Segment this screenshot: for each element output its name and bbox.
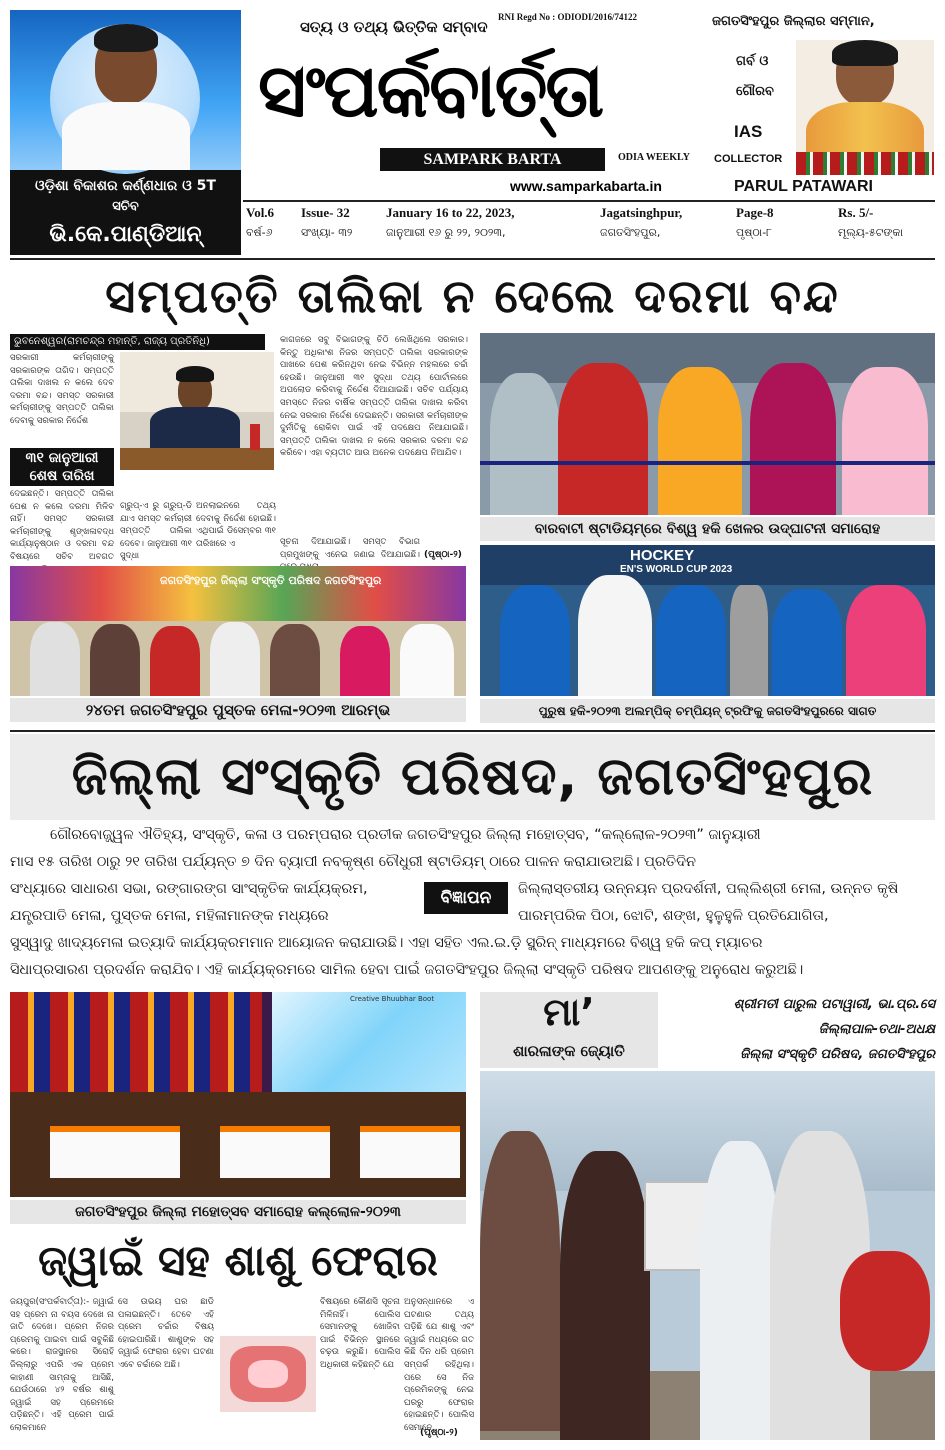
- advert-signature: [660, 992, 935, 1067]
- story3-continued: (ପୃଷ୍ଠା-୨): [420, 1428, 458, 1438]
- advert-line3a: ସଂଧ୍ୟାରେ ସାଧାରଣ ସଭା, ରଙ୍ଗାରଙ୍ଗ ସାଂସ୍କୃତିକ କାର୍ଯ୍ୟକ୍ରମ,: [10, 881, 368, 897]
- masthead-right-line1: ଜଗତସିଂହପୁର ଜିଲ୍ଲାର ସମ୍ମାନ,: [712, 14, 875, 29]
- story3-col3: ବିଷୟରେ କୌଣସି ସୂଚନା ମିଳିନାହିଁ। ପୋଲିସ ସେମାନଙ୍କୁ ଖୋଜିବା ପାଇଁ ବିଭିନ୍ନ ସ୍ଥାନରେ ଚଢ଼ଉ କରୁଛି। ପୋଲିସ ଅଧିକାରୀ କହିଛନ୍ତି ଯେ: [320, 1297, 400, 1370]
- story1-col4: ଅନଲାଇନରେ ତଥ୍ୟ ଦେବାକୁ ନିର୍ଦ୍ଦେଶ ହୋଇଛି। ଏଥିପାଇଁ ଡିସେମ୍ବର ୩୧ ତାରିଖରେ ଏ: [196, 501, 276, 549]
- collector-label: COLLECTOR: [714, 153, 783, 165]
- story3-col1: ଜୟପୁର(ସଂପର୍କବାର୍ତ୍ତା):- ଜ୍ୱାଇଁ ସହ ପ୍ରେମ ନା ବୟସ ଦେଖେ ନା ଜାତି ଦେଖେ। ପ୍ରେମ ନିଜର ପ୍ରେମକୁ ପାଇବା ପାଇଁ ସବୁକିଛି କରେ। ରାଜସ୍ଥାନର ସିରୋହି ଜିଲ୍ଲାରୁ ଏପରି ଏକ ପ୍ରେମ କାହାଣୀ ସାମ୍ନାକୁ ଆସିଛି, ଯେଉଁଠାରେ ୪୨ ବର୍ଷର ଶାଶୁ ଜ୍ୱାଇଁ ସହ ପ୍ରେମରେ ପଡ଼ିଛନ୍ତି। ଏହି ପ୍ରେମ ପାଇଁ ଲୋକମାନେ: [10, 1297, 114, 1433]
- photo-hockey-trophy: [480, 545, 935, 696]
- vol-or: ବର୍ଷ-୬: [246, 226, 273, 239]
- headline-culture-council: ଜିଲ୍ଲା ସଂସ୍କୃତି ପରିଷଦ, ଜଗତସିଂହପୁର: [10, 734, 935, 820]
- advert-line5: ସୁସ୍ୱାଦୁ ଖାଦ୍ୟମେଳା ଇତ୍ୟାଦି କାର୍ଯ୍ୟକ୍ରମମାନ ଆୟୋଜନ କରାଯାଉଛି। ଏହା ସହିତ ଏଲ.ଇ.ଡ଼ି ସ୍କ୍ରିନ୍ ମାଧ୍ୟମରେ ବିଶ୍ୱ ହକି କପ୍ ମ୍ୟାଚର: [10, 935, 763, 951]
- page-or: ପୃଷ୍ଠା-୮: [736, 226, 772, 239]
- advert-line3b: ଜିଲ୍ଲାସ୍ତରୀୟ ଉନ୍ନୟନ ପ୍ରଦର୍ଶନୀ, ପଲ୍ଲିଶ୍ରୀ ମେଳା, ଉନ୍ନତ କୃଷି: [518, 881, 899, 897]
- portrait-photo-collector: [796, 40, 934, 175]
- dateline-bottom-rule: [10, 258, 935, 260]
- photo-festival-stage: [10, 992, 466, 1197]
- signature-line1: ଶ୍ରୀମତୀ ପାରୁଲ ପଟାୱାରୀ, ଭା.ପ୍ର.ସେ: [733, 997, 935, 1012]
- headline-mother-in-law: ଜ୍ୱାଇଁ ସହ ଶାଶୁ ଫେରାର: [38, 1236, 438, 1285]
- story1-byline: ଭୁବନେଶ୍ୱର(ରାମଚନ୍ଦ୍ର ମହାନ୍ତି, ରାଜ୍ୟ ପ୍ରତିନିଧି): [10, 334, 265, 350]
- advert-line4a: ଯନ୍ତ୍ରପାତି ମେଳା, ପୁସ୍ତକ ମେଳା, ମହିଳାମାନଙ୍କ ମଧ୍ୟରେ: [10, 908, 329, 924]
- masthead-right-line3: ଗୌରବ: [736, 84, 774, 99]
- portrait-photo-pandian: [10, 10, 241, 170]
- story1-continued: (ପୃଷ୍ଠା-୨): [424, 550, 462, 560]
- place-or: ଜଗତସିଂହପୁର,: [600, 226, 661, 239]
- hockey-banner-text: HOCKEY: [630, 547, 695, 564]
- date-en: January 16 to 22, 2023,: [386, 205, 515, 220]
- caption-festival: ଜଗତସିଂହପୁର ଜିଲ୍ଲା ମହୋତ୍ସବ ସମାରୋହ କଲ୍ଲୋଳ-୨୦୨୩: [10, 1200, 466, 1224]
- caption-book-fair: ୨୪ତମ ଜଗତସିଂହପୁର ପୁସ୍ତକ ମେଳା-୨୦୨୩ ଆରମ୍ଭ: [10, 698, 466, 722]
- signature-line2: ଜିଲ୍ଲାପାଳ-ତଥା-ଅଧକ୍ଷ: [818, 1022, 935, 1037]
- advert-line1: ଗୌରବୋଜ୍ଜ୍ୱଳ ଐତିହ୍ୟ, ସଂସ୍କୃତି, କଳା ଓ ପରମ୍ପରାର ପ୍ରତୀକ ଜଗତସିଂହପୁର ଜିଲ୍ଲା ମହୋତ୍ସବ, “କଲ୍ଲୋଳ-୨୦୨୩” ଜାନୁୟାରୀ: [50, 827, 761, 843]
- story3-col2: ସେ ଉଭୟ ଘର ଛାଡି ପଳାଇଛନ୍ତି। ତେବେ ଏହି ପ୍ରେମ ଚର୍ଚ୍ଚାର ବିଷୟ ହୋଇପାରିଛି। ଶାଶୁଙ୍କ ସହ ଜ୍ୱାଇଁ ଫେରାର ହେବା ଘଟଣା ଏବେ ଚର୍ଚ୍ଚାରେ ଅଛି।: [118, 1297, 214, 1370]
- signature-line3: ଜିଲ୍ଲା ସଂସ୍କୃତି ପରିଷଦ, ଜଗତସିଂହପୁର: [740, 1047, 935, 1062]
- maa-subtitle: ଶାରଳାଙ୍କ ଜ୍ୟୋତି: [513, 1042, 625, 1060]
- story1-subhead-line2: ଶେଷ ତାରିଖ: [29, 468, 95, 484]
- maa-title: ମା’: [543, 990, 595, 1034]
- dateline-odia: [246, 226, 936, 242]
- date-or: ଜାନୁଆରୀ ୧୬ ରୁ ୨୨, ୨୦୨୩,: [386, 226, 506, 239]
- left-box-name: ଭି.କେ.ପାଣ୍ଡିଆନ୍: [49, 222, 202, 247]
- stage-banner-text: Creative Bhuubhar Boot: [350, 995, 435, 1003]
- advert-line2: ମାସ ୧୫ ତାରିଖ ଠାରୁ ୨୧ ତାରିଖ ପର୍ଯ୍ୟନ୍ତ ୭ ଦିନ ବ୍ୟାପୀ ନବକୃଷ୍ଣ ଚୌଧୁରୀ ଷ୍ଟାଡିୟମ୍ ଠାରେ ପାଳନ କରାଯାଉଅଛି। ପ୍ରତିଦିନ: [10, 854, 696, 870]
- story1-col3: ଗ୍ରୁପ୍-ଏ ରୁ ଗ୍ରୁପ୍-ଡି ଯାଏ ସମସ୍ତ କର୍ମଚାରୀ ସମ୍ପତ୍ତି ତାଲିକା ଦେବେ। ଜାନୁଆରୀ ୩୧ ସୁଦ୍ଧା: [120, 501, 192, 562]
- masthead-right-line2: ଗର୍ବ ଓ: [736, 54, 769, 69]
- photo-stadium-women: [480, 333, 935, 515]
- photo-sarala-jyoti: [480, 1071, 935, 1440]
- newspaper-title: ସଂପର୍କବାର୍ତ୍ତା: [258, 48, 603, 134]
- hockey-banner-text2: EN'S WORLD CUP 2023: [620, 564, 733, 575]
- story1-col1b: ଦେଇଛନ୍ତି। ସମ୍ପତ୍ତି ତାଲିକା ପେଶ ନ କଲେ ଦରମା ମିଳିବ ନାହିଁ। ସମସ୍ତ ସରକାରୀ କର୍ମଚାରୀଙ୍କୁ ଶୃଙ୍ଖଳାବଦ୍ଧ କାର୍ଯ୍ୟାନୁଷ୍ଠାନ ଓ ଦରମା ବନ୍ଦ ବିଷୟରେ ସଚିବ ଅବଗତ: [10, 489, 114, 562]
- left-box-line1: ଓଡ଼ିଶା ବିକାଶର କର୍ଣ୍ଣଧାର ଓ 5T: [35, 178, 216, 194]
- caption-hockey-trophy: ପୁରୁଷ ହକି-୨୦୨୩ ଅଲମ୍ପିକ୍ ଚମ୍ପିୟନ୍ ଟ୍ରଫିକୁ ଜଗତସିଂହପୁରରେ ସାଗତ: [480, 699, 935, 723]
- issue-or: ସଂଖ୍ୟା- ୩୨: [301, 226, 353, 239]
- dateline-english: [246, 205, 936, 221]
- price-or: ମୂଲ୍ୟ-୫ଟଙ୍କା: [838, 226, 904, 239]
- story3-col4: ଅନୁସନ୍ଧାନରେ ଏ ଘଟଣାର ତଥ୍ୟ ପଡ଼ିଛି ଯେ ଶାଶୁ ଏବଂ ଜ୍ୱାଇଁ ମଧ୍ୟରେ ଗତ କିଛି ଦିନ ଧରି ପ୍ରେମ ସମ୍ପର୍କ ରହିଥିଲା। ପରେ ସେ ନିଜ ପ୍ରେମିକଙ୍କୁ ନେଇ ଘରରୁ ଫେରାର ହୋଇଛନ୍ତି। ପୋଲିସ ସେମାନେ...: [404, 1297, 474, 1433]
- story1-subhead-box: [10, 448, 114, 486]
- book-fair-banner-text: ଜଗତସିଂହପୁର ଜିଲ୍ଲା ସଂସ୍କୃତି ପରିଷଦ ଜଗତସିଂହପୁର: [160, 574, 382, 587]
- website-link[interactable]: www.samparkabarta.in: [510, 178, 662, 194]
- headline-property-list: ସମ୍ପତ୍ତି ତାଲିକା ନ ଦେଲେ ଦରମା ବନ୍ଦ: [105, 269, 840, 323]
- tagline: ସତ୍ୟ ଓ ତଥ୍ୟ ଭିତ୍ତିକ ସମ୍ବାଦ: [300, 18, 488, 36]
- story1-col5: ସୂଚନା ଦିଆଯାଇଛି। ସମସ୍ତ ବିଭାଗ ପ୍ରମୁଖଙ୍କୁ ଏନେଇ ଜଣାଇ ଦିଆଯାଇଛି।: [280, 537, 420, 560]
- vol-en: Vol.6: [246, 205, 275, 220]
- masthead-left-box: [10, 10, 241, 255]
- story1-subhead-line1: ୩୧ ଜାନୁଆରୀ: [25, 450, 99, 466]
- advert-line4b: ପାରମ୍ପରିକ ପିଠା, ଝୋଟି, ଶଙ୍ଖ, ହୁଳୁହୁଳି ପ୍ରତିଯୋଗିତା,: [518, 908, 829, 924]
- advert-block: [10, 822, 935, 986]
- story1-col2: କାଗଜରେ ସବୁ ବିଭାଗଙ୍କୁ ଚିଠି ଲେଖିଥିଲେ ସରକାର। କିନ୍ତୁ ଅଧିକାଂଶ ନିଜର ସମ୍ପତ୍ତି ତାଲିକା ସରକାରଙ୍କ ପାଖରେ ପେଶ କରିନଥିବା ନେଇ ବିଭିନ୍ନ ମହଲରେ ଚର୍ଚ୍ଚା ହେଉଛି। ଜାନୁଆରୀ ୩୧ ସୁଦ୍ଧା ତଥ୍ୟ ପୋର୍ଟାଲରେ ଅପଲୋଡ କରିବାକୁ ନିର୍ଦ୍ଦେଶ ଦିଆଯାଇଛି। ସଚିବ ପର୍ଯ୍ୟାୟ ସମସ୍ତେ ନିଜର ବାର୍ଷିକ ସମ୍ପତ୍ତି ତାଲିକା ଦାଖଲ କରିବା ନେଇ ସରକାର ନିର୍ଦ୍ଦେଶ ଦେଇଛନ୍ତି। ସରକାରୀ କର୍ମଚାରୀଙ୍କ ଦୁର୍ନୀତିକୁ ରୋକିବା ପାଇଁ ଏହି ପଦକ୍ଷେପ ନିଆଯାଇଛି। ସମ୍ପତ୍ତି ତାଲିକା ଦାଖଲ ନ କଲେ ସରକାର ଦରମା ବନ୍ଦ କରିବେ। ଏହା ବ୍ୟତୀତ ଆଉ ଅନେକ ପଦକ୍ଷେପ ନିଆଯିବ।: [280, 335, 468, 459]
- odia-weekly-label: ODIA WEEKLY: [618, 152, 690, 163]
- photo-official-desk: [120, 352, 274, 470]
- maa-box: [480, 992, 658, 1068]
- place-en: Jagatsinghpur,: [600, 205, 683, 220]
- price-en: Rs. 5/-: [838, 205, 874, 220]
- issue-en: Issue- 32: [301, 205, 350, 220]
- dateline-top-rule: [243, 200, 935, 202]
- section-divider: [10, 730, 935, 732]
- caption-stadium-inauguration: ବାରବାଟୀ ଷ୍ଟାଡିୟମ୍‌ରେ ବିଶ୍ୱ ହକି ଖେଳର ଉଦ୍‌ଘାଟନୀ ସମାରୋହ: [480, 517, 935, 541]
- page-en: Page-8: [736, 205, 774, 220]
- photo-book-fair: [10, 566, 466, 696]
- photo-couple-hands: [220, 1336, 316, 1412]
- advert-line6: ସିଧାପ୍ରସାରଣ ପ୍ରଦର୍ଶନ କରାଯିବ। ଏହି କାର୍ଯ୍ୟକ୍ରମରେ ସାମିଲ ହେବା ପାଇଁ ଜଗତସିଂହପୁର ଜିଲ୍ଲା ସଂସ୍କୃତି ପରିଷଦ ଆପଣଙ୍କୁ ଅନୁରୋଧ କରୁଅଛି।: [10, 962, 804, 978]
- ias-label: IAS: [734, 122, 763, 141]
- rni-number: RNI Regd No : ODIODI/2016/74122: [498, 12, 638, 22]
- newspaper-title-english: SAMPARK BARTA: [380, 148, 605, 171]
- story1-col1: ସରକାରୀ କର୍ମଚାରୀଙ୍କୁ ସରକାରଙ୍କ ତାଗିଦ। ସମ୍ପତ୍ତି ତାଲିକା ଦାଖଲ ନ କଲେ ଦେବ ଦରମା ବନ୍ଦ। ସମସ୍ତ ସରକାରୀ କର୍ମଚାରୀଙ୍କୁ ସମ୍ପତ୍ତି ତାଲିକା ଦେବାକୁ ସରକାର ନିର୍ଦ୍ଦେଶ: [10, 353, 114, 426]
- advert-tag: ବିଜ୍ଞାପନ: [424, 882, 508, 914]
- left-box-line2: ସଚିବ: [112, 199, 139, 214]
- collector-name: PARUL PATAWARI: [734, 178, 873, 195]
